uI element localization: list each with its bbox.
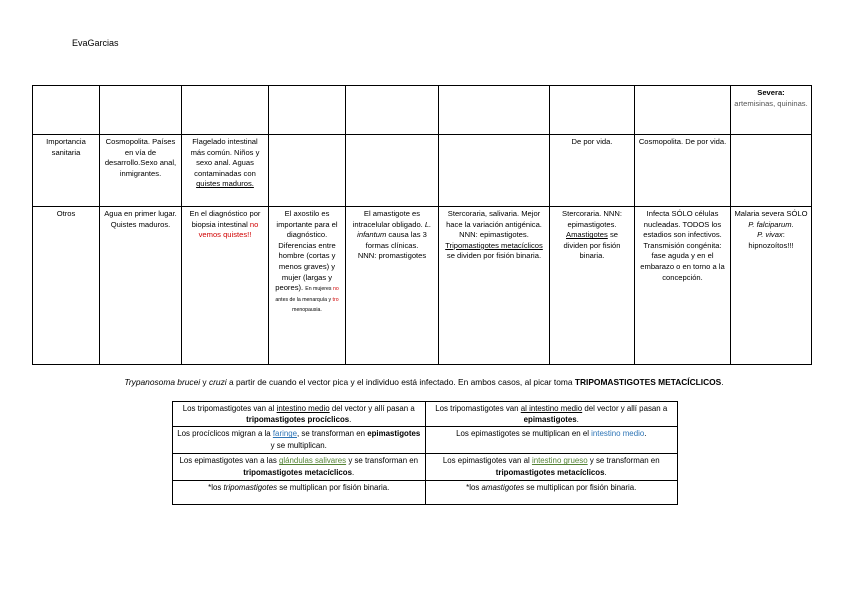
- cell-otros-8: Malaria severa SÓLO P. falciparum. P. vivax: hipnozoítos!!!: [731, 207, 812, 365]
- table-row: [173, 481, 678, 505]
- trypanosoma-comparison-table: [172, 401, 678, 505]
- author-name: EvaGarcias: [72, 38, 119, 48]
- severa-text: artemisinas, quininas.: [734, 98, 808, 108]
- row-label-otros: Otros: [33, 207, 100, 365]
- parasite-table: [32, 85, 812, 365]
- cell-importancia-6: De por vida.: [550, 135, 635, 207]
- cell-otros-5: Stercoraria, salivaria. Mejor hace la variación antigénica. NNN: epimastigotes. Tripomastigotes metacíclicos se dividen por fisión binaria.: [439, 207, 550, 365]
- cruzi-step-1: Los tripomastigotes van al intestino medio del vector y allí pasan a epimastigotes.: [425, 402, 678, 427]
- cell-otros-6: Stercoraria. NNN: epimastigotes. Amastigotes se dividen por fisión binaria.: [550, 207, 635, 365]
- table-row: [173, 427, 678, 454]
- cell-importancia-7: Cosmopolita. De por vida.: [635, 135, 731, 207]
- severa-title: Severa:: [757, 88, 785, 97]
- cruzi-step-4: *los amastigotes se multiplican por fisión binaria.: [425, 481, 678, 505]
- brucei-step-4: *los tripomastigotes se multiplican por fisión binaria.: [173, 481, 426, 505]
- cell-otros-7: Infecta SÓLO células nucleadas. TODOS los estadios son infectivos. Transmisión congénita: fase aguda y en el embarazo o en torno a la concepción.: [635, 207, 731, 365]
- table-row-otros: [33, 207, 812, 365]
- brucei-step-1: Los tripomastigotes van al intestino medio del vector y allí pasan a tripomastigotes procíclicos.: [173, 402, 426, 427]
- cell-otros-2: En el diagnóstico por biopsia intestinal no vemos quistes!!: [182, 207, 269, 365]
- cruzi-step-2: Los epimastigotes se multiplican en el intestino medio.: [425, 427, 678, 454]
- cell-otros-3: El axostilo es importante para el diagnóstico. Diferencias entre hombre (cortas y menos graves) y mujer (largas y peores). En mujeres no antes de la menarquía y tro menopausia.: [269, 207, 346, 365]
- cell-otros-4: El amastigote es intracelular obligado. L. infantum causa las 3 formas clínicas. NNN: promastigotes: [346, 207, 439, 365]
- cell-importancia-2: Flagelado intestinal más común. Niños y sexo anal. Aguas contaminadas con quistes maduros.: [182, 135, 269, 207]
- table-row: [173, 454, 678, 481]
- cell-importancia-1: Cosmopolita. Países en vía de desarrollo.Sexo anal, inmigrantes.: [100, 135, 182, 207]
- cell-otros-1: Agua en primer lugar. Quistes maduros.: [100, 207, 182, 365]
- table-row-importancia: [33, 135, 812, 207]
- row-label-importancia: Importancia sanitaria: [33, 135, 100, 207]
- cruzi-step-3: Los epimastigotes van al intestino grueso y se transforman en tripomastigotes metacíclicos.: [425, 454, 678, 481]
- brucei-step-3: Los epimastigotes van a las glándulas salivares y se transforman en tripomastigotes metacíclicos.: [173, 454, 426, 481]
- trypanosoma-caption: Trypanosoma brucei y cruzi a partir de cuando el vector pica y el individuo está infectado. En ambos casos, al picar toma TRIPOMASTIGOTES METACÍCLICOS.: [124, 377, 724, 387]
- table-row: [173, 402, 678, 427]
- table-row-treatment: [33, 86, 812, 135]
- brucei-step-2: Los procíclicos migran a la faringe, se transforman en epimastigotes y se multiplican.: [173, 427, 426, 454]
- cell-malaria-treatment: [731, 86, 812, 135]
